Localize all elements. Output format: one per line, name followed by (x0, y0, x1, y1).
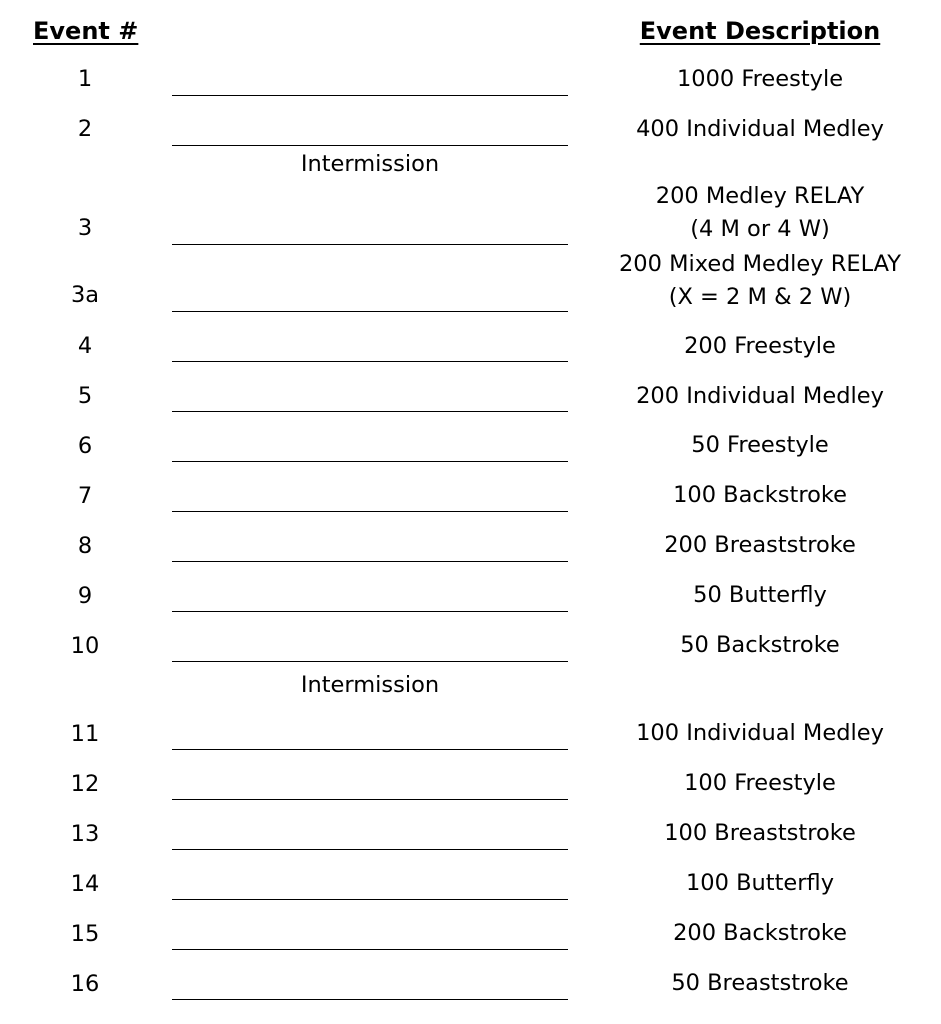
event-number: 5 (77, 383, 93, 409)
event-description: 100 Freestyle (684, 770, 836, 796)
blank-entry-line[interactable] (172, 461, 568, 462)
blank-entry-line[interactable] (172, 311, 568, 312)
event-description: 200 Individual Medley (636, 383, 884, 409)
blank-entry-line[interactable] (172, 244, 568, 245)
event-description: 200 Mixed Medley RELAY (618, 251, 902, 277)
event-description: 100 Individual Medley (636, 720, 884, 746)
event-number: 15 (70, 921, 100, 947)
event-number: 12 (70, 771, 100, 797)
event-description: 200 Freestyle (684, 333, 836, 359)
event-number: 10 (70, 633, 100, 659)
blank-entry-line[interactable] (172, 999, 568, 1000)
blank-entry-line[interactable] (172, 511, 568, 512)
event-number: 16 (70, 971, 100, 997)
event-number: 2 (77, 116, 93, 142)
event-description: (X = 2 M & 2 W) (668, 284, 852, 310)
blank-entry-line[interactable] (172, 949, 568, 950)
event-description: 100 Breaststroke (664, 820, 856, 846)
event-description: 50 Breaststroke (671, 970, 849, 996)
blank-entry-line[interactable] (172, 899, 568, 900)
blank-entry-line[interactable] (172, 661, 568, 662)
event-description: 200 Breaststroke (664, 532, 856, 558)
intermission-label: Intermission (300, 151, 440, 177)
blank-entry-line[interactable] (172, 561, 568, 562)
event-description-header: Event Description (639, 17, 881, 45)
event-number: 7 (77, 483, 93, 509)
event-number: 11 (70, 721, 100, 747)
event-number: 6 (77, 433, 93, 459)
event-number-header: Event # (33, 17, 139, 45)
blank-entry-line[interactable] (172, 95, 568, 96)
blank-entry-line[interactable] (172, 361, 568, 362)
event-number: 1 (77, 66, 93, 92)
event-description: 50 Freestyle (691, 432, 829, 458)
event-number: 14 (70, 871, 100, 897)
event-description: 50 Backstroke (680, 632, 840, 658)
event-description: 100 Backstroke (673, 482, 847, 508)
event-description: 200 Backstroke (673, 920, 847, 946)
event-number: 3a (70, 282, 100, 308)
event-description: 200 Medley RELAY (655, 183, 865, 209)
event-number: 3 (77, 215, 93, 241)
event-number: 9 (77, 583, 93, 609)
event-description: 50 Butterfly (693, 582, 827, 608)
event-description: (4 M or 4 W) (690, 216, 830, 242)
event-description: 400 Individual Medley (636, 116, 884, 142)
intermission-label: Intermission (300, 672, 440, 698)
event-number: 4 (77, 333, 93, 359)
event-description: 1000 Freestyle (676, 66, 844, 92)
blank-entry-line[interactable] (172, 411, 568, 412)
blank-entry-line[interactable] (172, 799, 568, 800)
blank-entry-line[interactable] (172, 749, 568, 750)
event-number: 13 (70, 821, 100, 847)
blank-entry-line[interactable] (172, 611, 568, 612)
event-number: 8 (77, 533, 93, 559)
event-description: 100 Butterfly (685, 870, 835, 896)
blank-entry-line[interactable] (172, 849, 568, 850)
blank-entry-line[interactable] (172, 145, 568, 146)
